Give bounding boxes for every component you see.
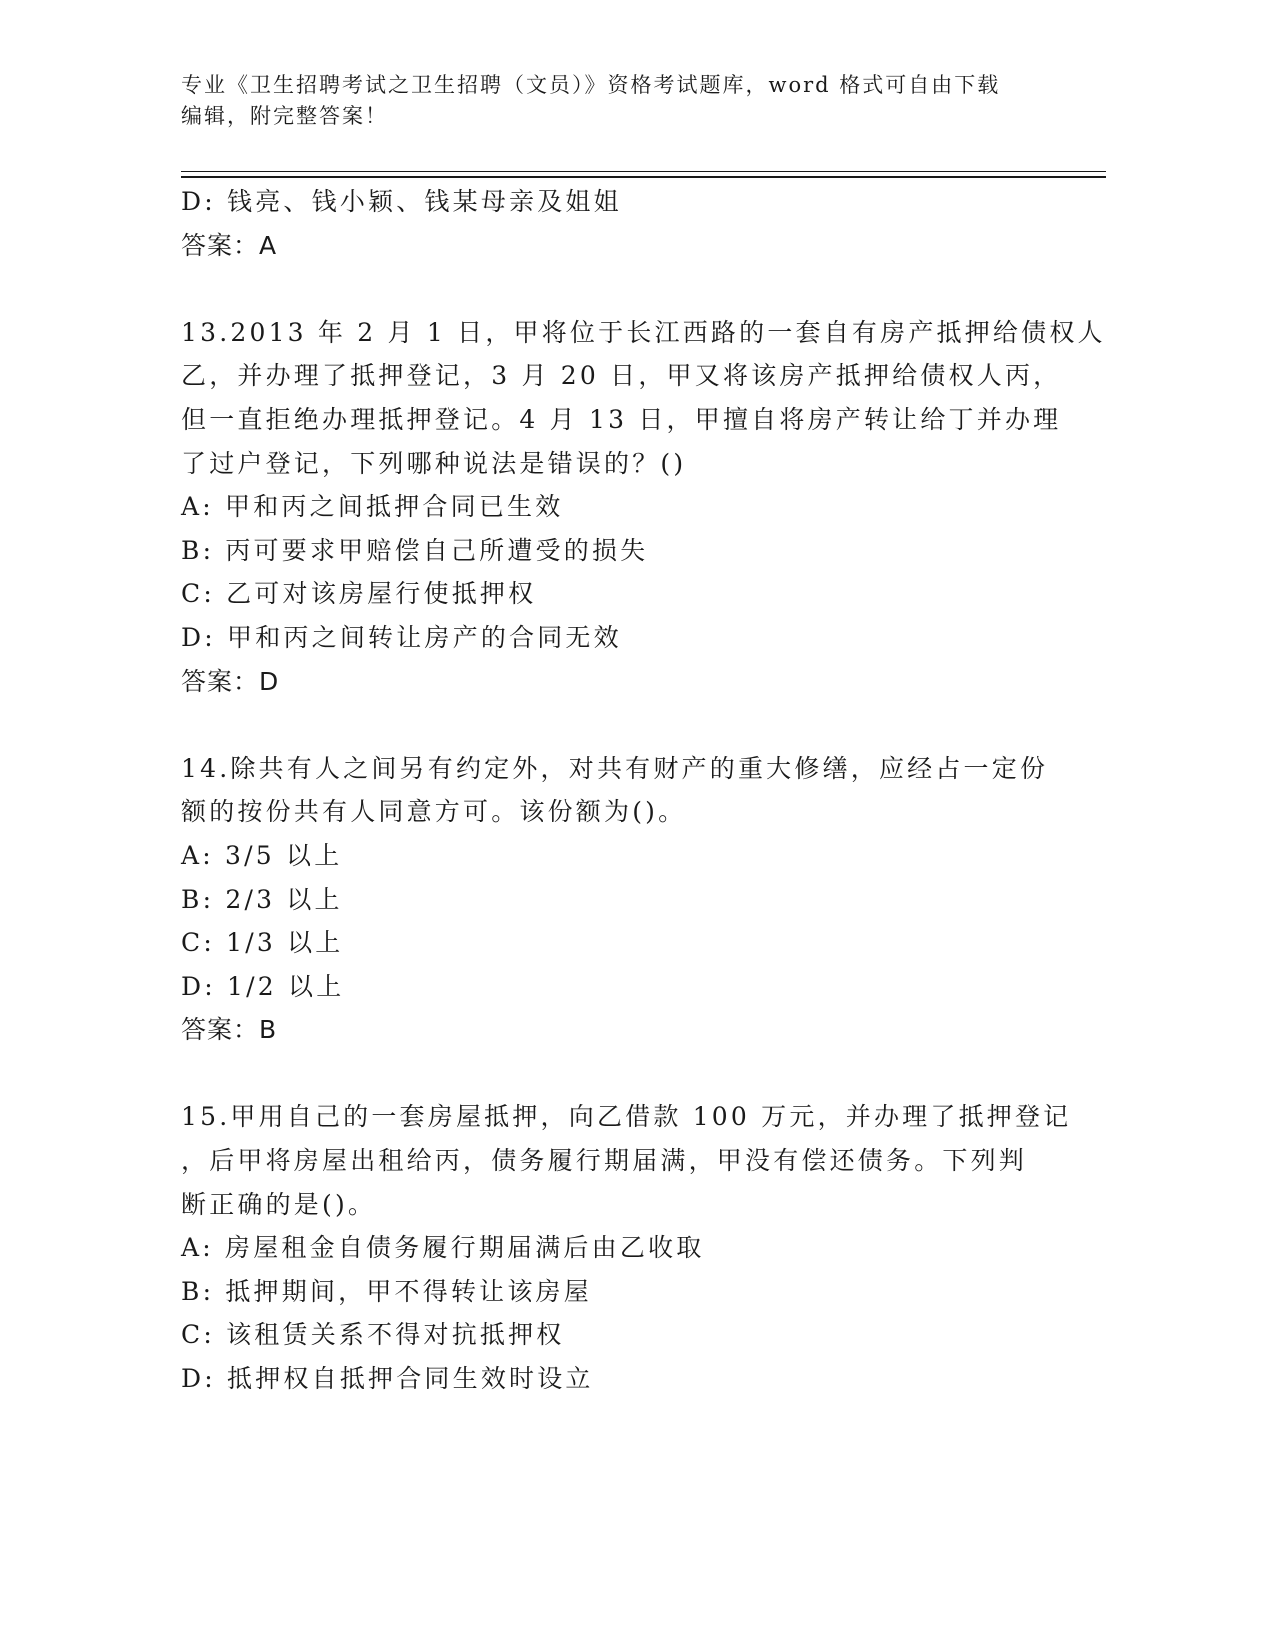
header-line-2: 编辑，附完整答案！	[181, 104, 388, 128]
question-13-text-line: 乙，并办理了抵押登记，3 月 20 日，甲又将该房产抵押给债权人丙，	[181, 361, 1062, 391]
question-13-answer: 答案：D	[181, 666, 280, 696]
question-13-option-c: C: 乙可对该房屋行使抵押权	[181, 579, 537, 609]
question-13	[181, 311, 1106, 703]
spacer	[181, 1052, 1041, 1096]
header-rule-thick	[181, 176, 1106, 178]
question-13-text-line: 了过户登记，下列哪种说法是错误的？()	[181, 448, 687, 478]
question-14-option-b: B: 2/3 以上	[181, 884, 343, 914]
prev-question-option-d: D: 钱亮、钱小颖、钱某母亲及姐姐	[181, 187, 622, 216]
question-13-text-line: 13.2013 年 2 月 1 日，甲将位于长江西路的一套自有房产抵押给债权人	[181, 317, 1106, 347]
question-15-option-b: B: 抵押期间，甲不得转让该房屋	[181, 1276, 592, 1306]
question-14-option-c: C: 1/3 以上	[181, 928, 344, 958]
spacer	[181, 703, 1041, 747]
spacer	[181, 267, 1041, 311]
question-13-option-a: A: 甲和丙之间抵押合同已生效	[181, 492, 564, 522]
question-15-option-d: D: 抵押权自抵押合同生效时设立	[181, 1364, 594, 1394]
question-13-text-line: 但一直拒绝办理抵押登记。4 月 13 日，甲擅自将房产转让给丁并办理	[181, 404, 1062, 434]
question-15-option-a: A: 房屋租金自债务履行期届满后由乙收取	[181, 1233, 705, 1263]
question-15-text-line: 15.甲用自己的一套房屋抵押，向乙借款 100 万元，并办理了抵押登记	[181, 1102, 1072, 1132]
question-13-option-d: D: 甲和丙之间转让房产的合同无效	[181, 622, 622, 652]
question-15	[181, 1095, 1072, 1400]
question-14-text-line: 额的按份共有人同意方可。该份额为()。	[181, 797, 687, 827]
header-rule-thin	[181, 171, 1106, 172]
document-header	[181, 70, 1041, 132]
question-14	[181, 747, 1049, 1052]
header-line-1: 专业《卫生招聘考试之卫生招聘（文员）》资格考试题库，word 格式可自由下载	[181, 73, 1001, 97]
prev-question-answer: 答案：A	[181, 230, 278, 260]
question-14-answer: 答案：B	[181, 1015, 278, 1045]
document-body	[181, 180, 1106, 1401]
question-14-option-a: A: 3/5 以上	[181, 840, 343, 870]
question-15-text-line: ，后甲将房屋出租给丙，债务履行期届满，甲没有偿还债务。下列判	[181, 1146, 1028, 1176]
question-13-option-b: B: 丙可要求甲赔偿自己所遭受的损失	[181, 535, 649, 565]
question-15-text-line: 断正确的是()。	[181, 1189, 377, 1219]
question-14-text-line: 14.除共有人之间另有约定外，对共有财产的重大修缮，应经占一定份	[181, 753, 1049, 783]
question-15-option-c: C: 该租赁关系不得对抗抵押权	[181, 1320, 565, 1350]
question-14-option-d: D: 1/2 以上	[181, 971, 345, 1001]
